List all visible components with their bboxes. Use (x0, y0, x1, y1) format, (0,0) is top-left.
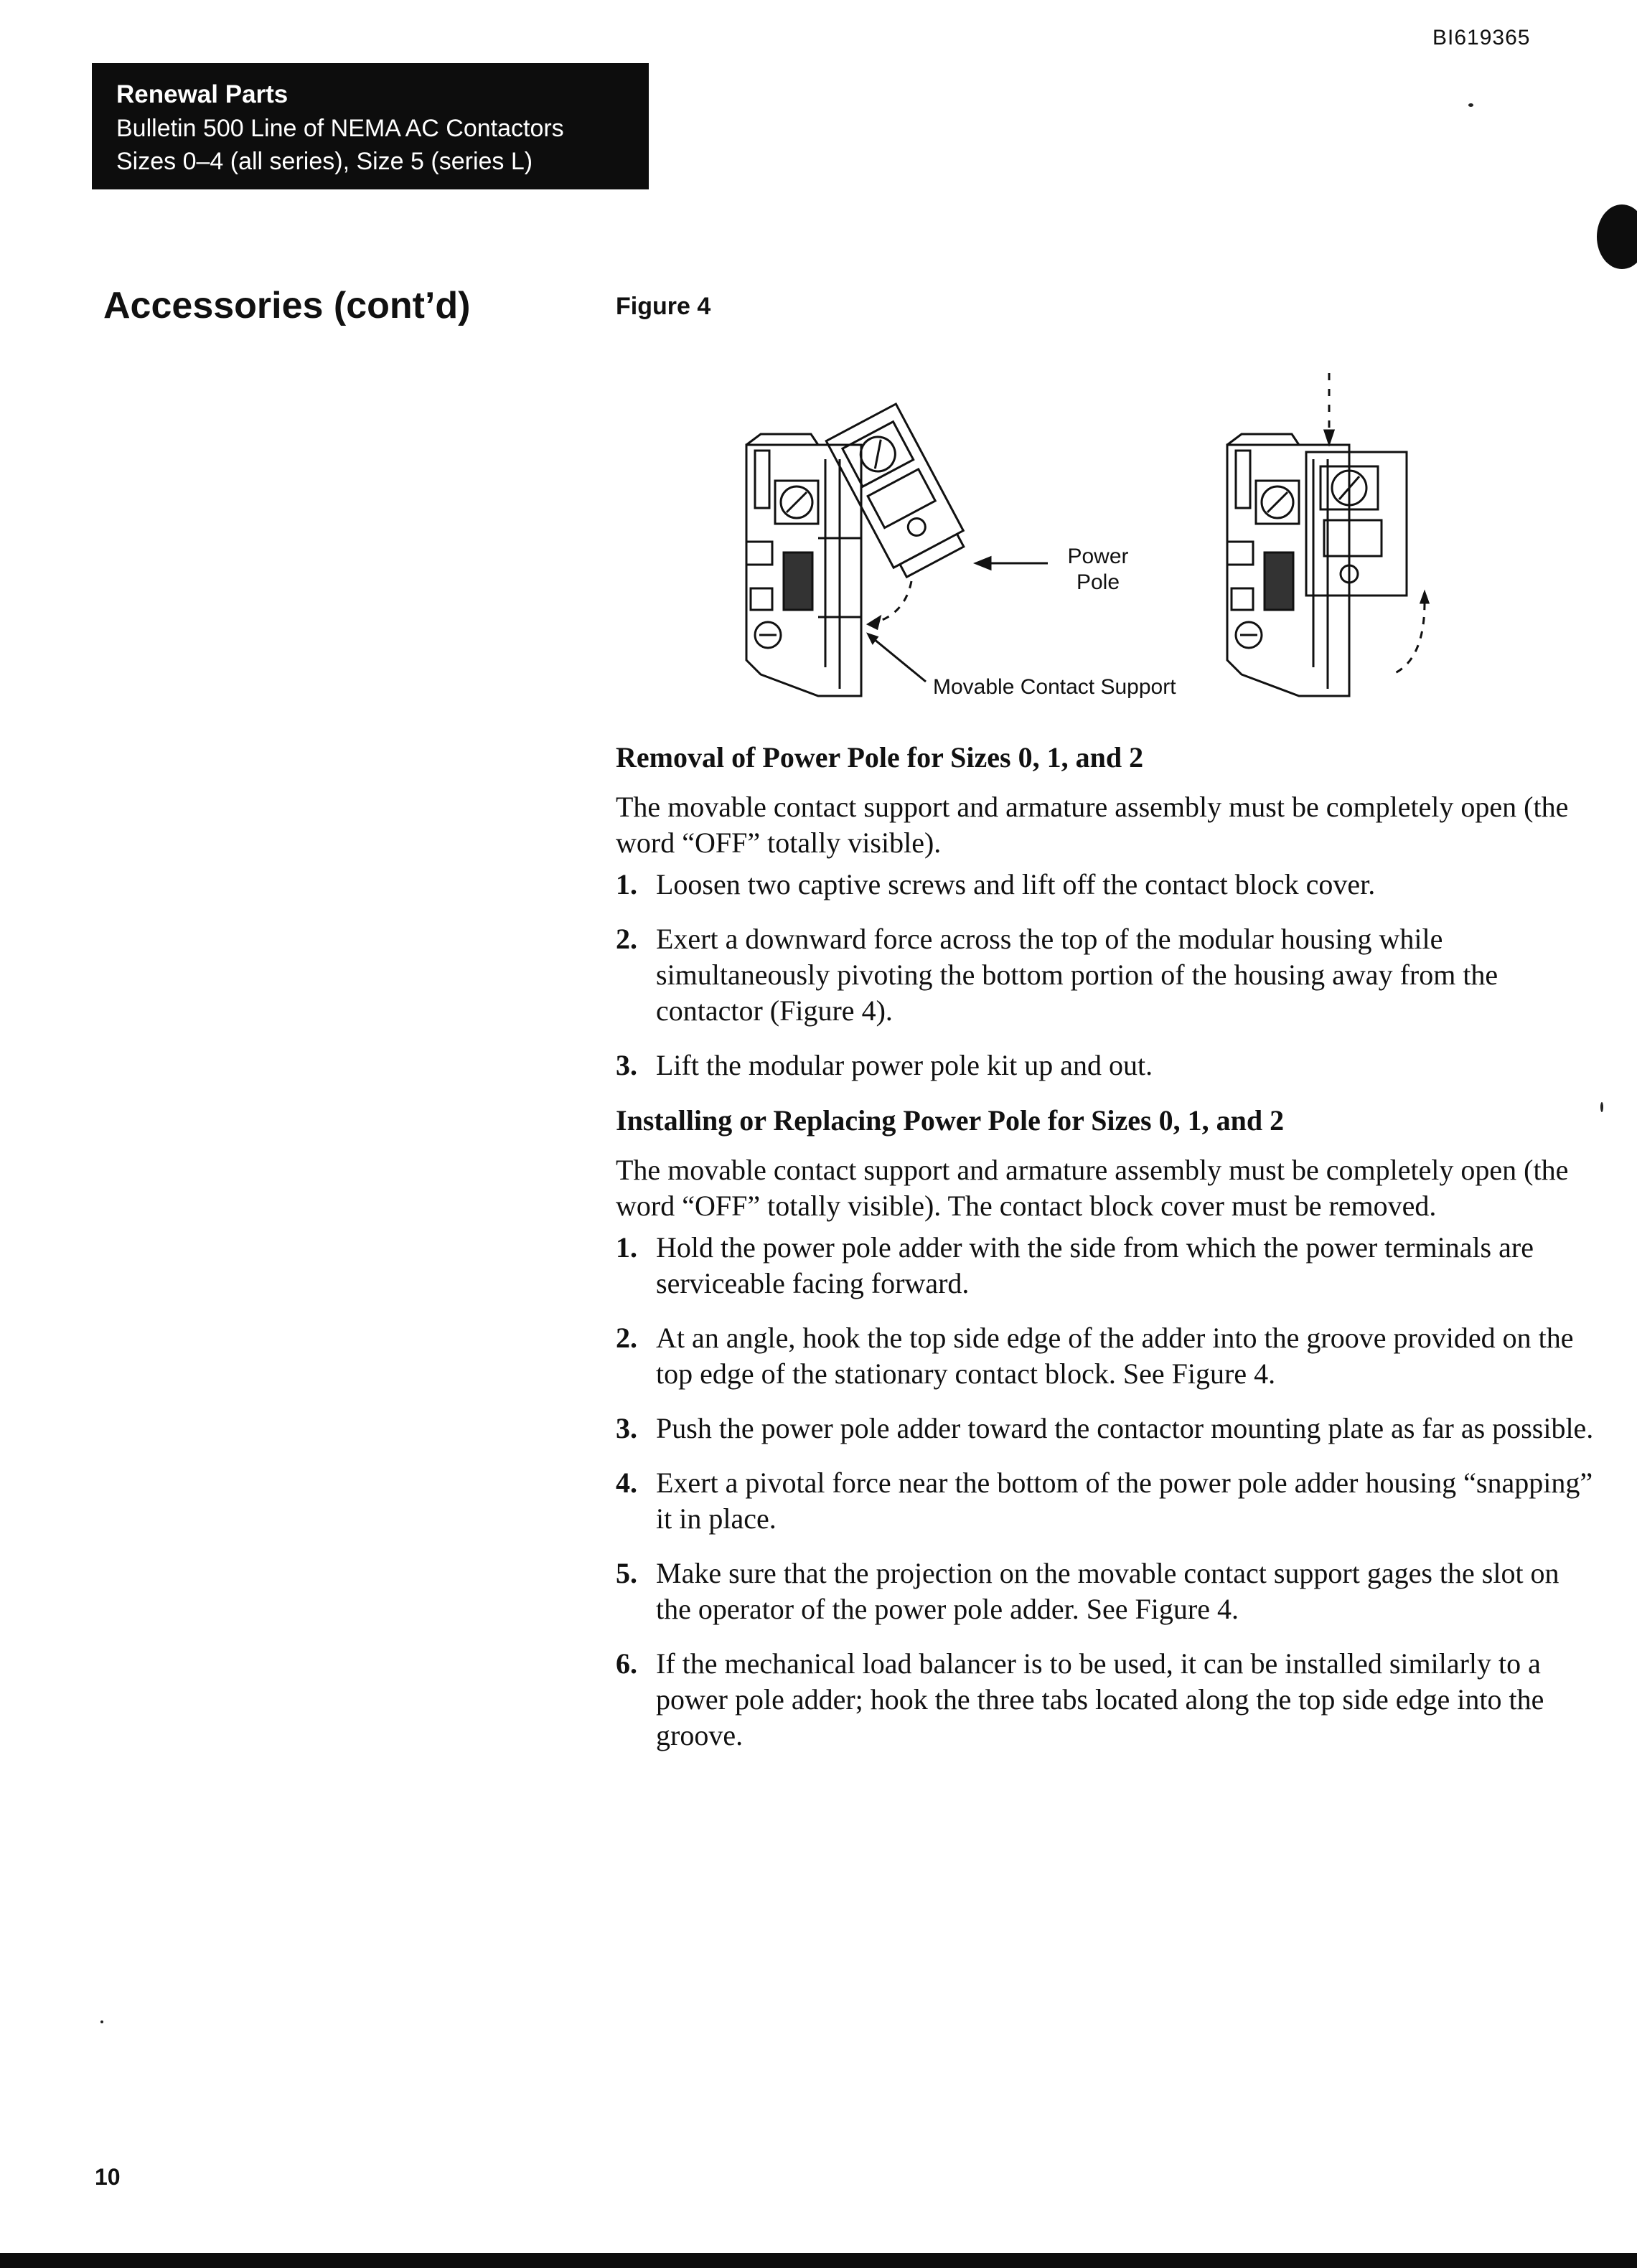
callout-power-pole: Power Pole (1067, 545, 1129, 594)
scan-speck (1600, 1102, 1603, 1112)
header-banner (92, 63, 649, 189)
step-number: 4. (616, 1467, 637, 1499)
scan-speck (100, 2020, 103, 2023)
page-number: 10 (95, 2164, 121, 2190)
step-text: Push the power pole adder toward the contactor mounting plate as far as possible. (656, 1412, 1594, 1444)
scan-speck (1468, 103, 1473, 107)
instructions-body (616, 739, 1599, 1772)
section-title: Accessories (cont’d) (103, 285, 471, 326)
step-text: Lift the modular power pole kit up and out. (656, 1049, 1153, 1081)
step-number: 3. (616, 1049, 637, 1081)
list-item (616, 1465, 1599, 1537)
step-text: At an angle, hook the top side edge of the adder into the groove provided on the top edge of the stationary contact block. See Figure 4. (656, 1322, 1574, 1390)
figure-label: Figure 4 (616, 293, 711, 320)
contactor-drawing (718, 359, 1478, 717)
removal-steps (616, 867, 1599, 1083)
list-item (616, 1411, 1599, 1446)
installing-heading: Installing or Replacing Power Pole for Sizes 0, 1, and 2 (616, 1104, 1285, 1137)
list-item (616, 1556, 1599, 1627)
list-item (616, 1048, 1599, 1083)
step-number: 3. (616, 1412, 637, 1444)
header-line-1: Bulletin 500 Line of NEMA AC Contactors (116, 115, 564, 142)
figure-4-illustration (718, 359, 1478, 717)
step-number: 2. (616, 923, 637, 955)
removal-intro: The movable contact support and armature assembly must be completely open (the word “OFF” totally visible). (616, 791, 1569, 859)
step-text: Exert a pivotal force near the bottom of the power pole adder housing “snapping” it in place. (656, 1467, 1593, 1535)
installing-intro: The movable contact support and armature assembly must be completely open (the word “OFF” totally visible). The contact block cover must be removed. (616, 1154, 1569, 1222)
callout-movable-contact-support: Movable Contact Support (933, 675, 1176, 699)
installing-steps (616, 1230, 1599, 1754)
step-text: Loosen two captive screws and lift off the contact block cover. (656, 868, 1376, 900)
step-text: Exert a downward force across the top of the modular housing while simultaneously pivoting the bottom portion of the housing away from the contactor (Figure 4). (656, 923, 1498, 1027)
list-item (616, 867, 1599, 903)
step-number: 1. (616, 1231, 637, 1264)
list-item (616, 1320, 1599, 1392)
list-item (616, 921, 1599, 1029)
step-text: Make sure that the projection on the movable contact support gages the slot on the operator of the power pole adder. See Figure 4. (656, 1557, 1559, 1625)
list-item (616, 1646, 1599, 1754)
step-number: 1. (616, 868, 637, 900)
step-number: 5. (616, 1557, 637, 1589)
removal-heading: Removal of Power Pole for Sizes 0, 1, and 2 (616, 741, 1144, 773)
edge-mark (1597, 204, 1637, 269)
list-item (616, 1230, 1599, 1302)
header-title: Renewal Parts (116, 80, 289, 108)
bottom-rule (0, 2253, 1637, 2268)
header-line-2: Sizes 0–4 (all series), Size 5 (series L) (116, 148, 533, 175)
step-text: If the mechanical load balancer is to be used, it can be installed similarly to a power pole adder; hook the three tabs located along the top side edge into the groove. (656, 1647, 1544, 1751)
step-number: 2. (616, 1322, 637, 1354)
step-number: 6. (616, 1647, 637, 1680)
step-text: Hold the power pole adder with the side from which the power terminals are serviceable facing forward. (656, 1231, 1534, 1299)
document-id: BI619365 (1432, 26, 1531, 50)
